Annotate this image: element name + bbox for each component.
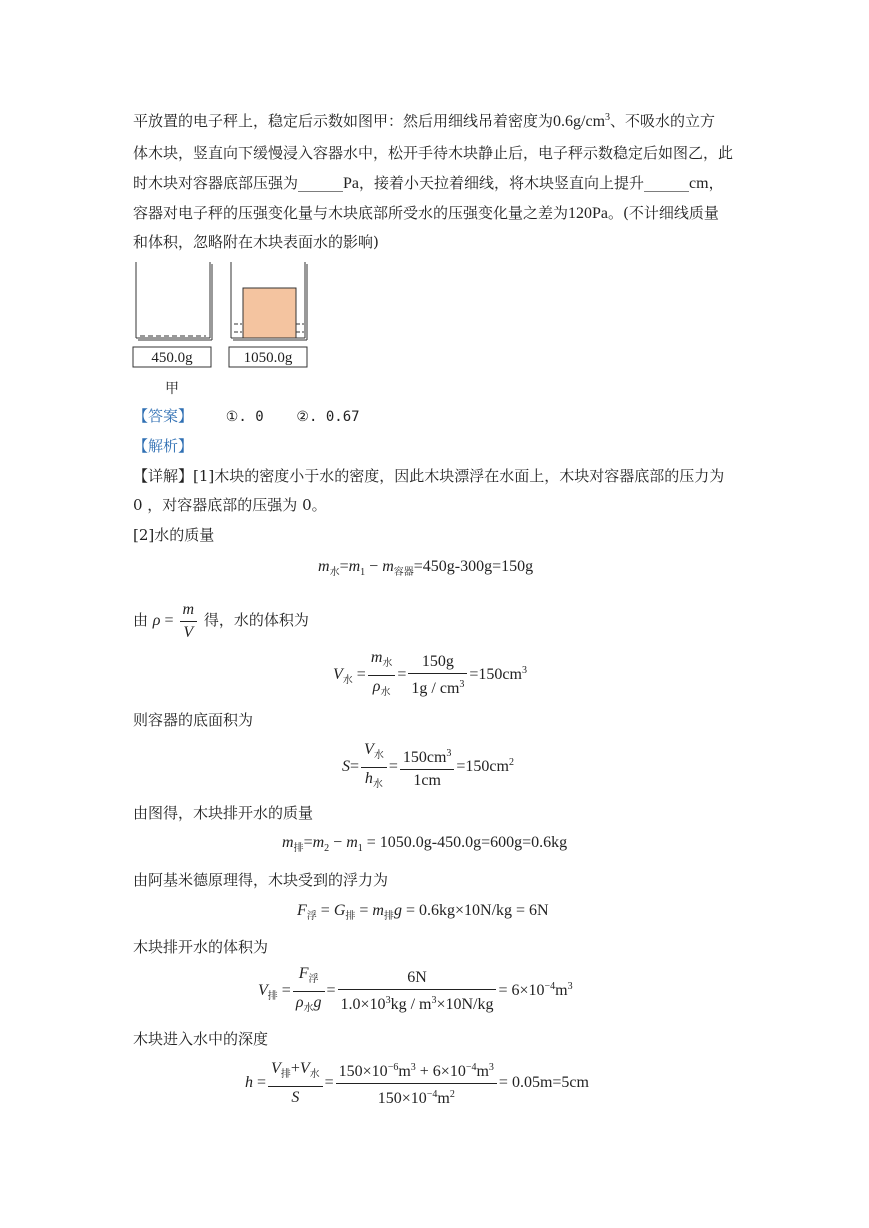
caption-a: 甲 (165, 381, 179, 397)
sub: 1 (360, 567, 366, 578)
text: 由 (133, 611, 149, 630)
detail-line-8: 木块排开水的体积为 (133, 938, 269, 956)
value: = 1050.0g-450.0g=600g=0.6kg (362, 834, 568, 851)
text: 容器对电子秤的压强变化量与木块底部所受水的压强变化量之差为 (133, 204, 569, 222)
numerator: m (180, 600, 198, 622)
problem-line-3 (133, 173, 724, 194)
fraction (408, 652, 467, 699)
text: ，接着小天拉着细线，将木块竖直向上提升______ (359, 174, 690, 192)
sub: 水 (372, 779, 383, 790)
op: + (290, 1060, 300, 1077)
container-a (136, 262, 212, 340)
sub: 排 (383, 911, 394, 922)
var: h (245, 1074, 253, 1092)
answer-item-2: ②. 0.67 (296, 409, 360, 425)
value: =150cm (456, 758, 509, 776)
sup: 3 (567, 981, 573, 993)
text: 、不吸水的立方 (610, 112, 716, 130)
var: m (382, 558, 394, 575)
unit-pa: Pa (343, 175, 360, 192)
density-value: 0.6g/cm (553, 113, 606, 130)
numerator: m (476, 1063, 489, 1080)
sub: 水 (303, 1003, 314, 1014)
fraction (336, 1058, 497, 1109)
fraction (400, 744, 455, 791)
numerator: 150g (408, 652, 467, 674)
sub: 排 (280, 1069, 291, 1080)
var: F (298, 965, 309, 982)
equation-density (152, 601, 199, 641)
denominator: ×10N/kg (436, 996, 494, 1013)
var: m (318, 558, 330, 575)
detail-line-4 (133, 600, 309, 643)
denominator: 1g / cm (411, 680, 460, 697)
var: ρ (372, 678, 381, 695)
var: G (333, 902, 346, 919)
sub: 容器 (393, 567, 414, 578)
numerator: 150cm (402, 749, 447, 766)
detail-line-2: 0 ，对容器底部的压强为 0。 (133, 496, 327, 514)
var: F (297, 902, 307, 919)
scale-b-reading: 1050.0g (243, 350, 293, 366)
var: m (370, 649, 383, 666)
var: h (364, 770, 373, 787)
sup: 2 (508, 757, 514, 769)
text: ， (708, 174, 724, 192)
var: m (348, 558, 361, 575)
equation-water-volume: $V_水$ = $\frac{m_水}{\rho_水}$ = $\frac{150g}{1g / cm^3}$ $=150cm^3$ (333, 648, 527, 703)
var: S (342, 758, 350, 776)
sup: 3 (459, 679, 465, 690)
value: = 0.05m=5cm (498, 1074, 589, 1092)
sub: 水 (309, 1069, 320, 1080)
analysis-label: 【解析】 (133, 437, 194, 455)
sup: −4 (465, 1062, 477, 1073)
sub: 排 (293, 843, 304, 854)
sup: 3 (488, 1062, 494, 1073)
op: = (160, 612, 178, 630)
detail-line-6: 由图得，木块排开水的质量 (133, 804, 314, 822)
equation-water-mass: $m_水=m_1 - m_{容器}=450g-300g=150g$ (318, 558, 534, 578)
problem-line-1 (133, 108, 715, 132)
pressure-diff-value: 120Pa (568, 205, 609, 222)
value: = 0.6kg×10N/kg = 6N (401, 902, 549, 919)
sup: −6 (387, 1062, 399, 1073)
text: 得，水的体积为 (203, 611, 309, 630)
sup: 3 (431, 995, 437, 1006)
sub: 水 (342, 675, 353, 687)
problem-line-2 (133, 143, 733, 163)
value: =450g-300g=150g (413, 558, 534, 575)
var: m (372, 902, 384, 919)
fraction (361, 740, 387, 795)
value: m (555, 982, 568, 1000)
answer-label: 【答案】 (133, 407, 194, 425)
sub: 排 (267, 991, 278, 1003)
var: ρ (152, 612, 161, 630)
superscript: 3 (605, 112, 611, 123)
var: V (333, 666, 343, 684)
var: V (258, 982, 268, 1000)
denominator: V (183, 624, 194, 641)
numerator: 150×10 (338, 1063, 388, 1080)
equation-base-area: S= $\frac{V_水}{h_水}$ = $\frac{150cm^3}{1cm}$ $=150cm^2$ (342, 740, 514, 795)
text: 。(不计细线质量 (608, 204, 719, 222)
detail-label: 【详解】 (133, 467, 194, 485)
sup: −4 (426, 1089, 438, 1100)
sup: 3 (521, 665, 527, 677)
value: =150cm (469, 666, 522, 684)
sub: 浮 (306, 911, 317, 922)
numerator: m (398, 1063, 411, 1080)
wood-block (243, 288, 296, 338)
scale-a-reading: 450.0g (151, 350, 193, 366)
sub: 水 (380, 687, 391, 698)
numerator: + 6×10 (415, 1063, 466, 1080)
sub: 排 (345, 911, 356, 922)
sub: 1 (357, 843, 363, 854)
equation-displaced-mass: $m_排=m_2 - m_1 = 1050.0g-450.0g=600g=0.6kg$ (282, 834, 568, 854)
answer-item-1: ①. 0 (225, 409, 264, 425)
fraction (293, 964, 325, 1019)
sup: 2 (449, 1089, 455, 1100)
sup: 3 (410, 1062, 416, 1073)
sub: 浮 (308, 974, 319, 985)
var: V (271, 1060, 281, 1077)
fraction (180, 600, 198, 643)
sub: 水 (329, 567, 340, 578)
sup: −4 (544, 981, 556, 993)
numerator: 6N (338, 968, 497, 990)
equation-buoyancy: $F_浮 = G_排 = m_排g = 0.6kg\times 10N/kg = 6N$ (297, 902, 549, 922)
var: g (313, 994, 322, 1011)
op: − (365, 558, 383, 575)
var: m (282, 834, 294, 851)
detail-line-5: 则容器的底面积为 (133, 711, 254, 729)
var: V (364, 741, 374, 758)
detail-line-9: 木块进入水中的深度 (133, 1030, 269, 1048)
problem-line-4 (133, 203, 719, 224)
text: 平放置的电子秤上，稳定后示数如图甲：然后用细线吊着密度为 (133, 112, 554, 130)
var: m (312, 834, 325, 851)
denominator: m (437, 1090, 450, 1107)
sub: 水 (382, 658, 393, 669)
var: g (393, 902, 402, 919)
denominator: 1.0×10 (340, 996, 386, 1013)
value: = 6×10 (498, 982, 545, 1000)
denominator: kg / m (390, 996, 432, 1013)
sub: 2 (324, 843, 330, 854)
var: V (299, 1060, 310, 1077)
var: ρ (295, 994, 304, 1011)
fraction (268, 1059, 323, 1108)
sup: 3 (385, 995, 391, 1006)
sup: 3 (446, 748, 452, 759)
denominator: 150×10 (377, 1090, 427, 1107)
fraction (338, 968, 497, 1015)
op: − (329, 834, 347, 851)
container-figure (128, 260, 313, 400)
detail-line-7: 由阿基米德原理得，木块受到的浮力为 (133, 871, 389, 889)
text: 时木块对容器底部压强为______ (133, 174, 344, 192)
text: 体木块，竖直向下缓慢浸入容器水中，松开手待木块静止后，电子秤示数稳定后如图乙，此 (133, 144, 734, 162)
denominator: S (291, 1089, 300, 1106)
detail-line-3: [2]水的质量 (133, 526, 215, 544)
fraction (368, 648, 396, 703)
answer-row (133, 406, 388, 427)
denominator: 1cm (413, 772, 441, 789)
problem-line-5 (133, 232, 379, 252)
detail-line-1 (133, 466, 724, 486)
text: [1]木块的密度小于水的密度，因此木块漂浮在水面上，木块对容器底部的压力为 (193, 467, 725, 485)
equation-displaced-volume: $V_排$ = $\frac{F_浮}{\rho_水g}$ = $\frac{6N}{1.0\times 10^3kg / m^3\times 10N/kg}$ = $6\times 10^{-4}m^3$ (258, 964, 573, 1019)
var: m (346, 834, 358, 851)
equation-immersion-depth: h = $\frac{V_排+V_水}{S}$ = $\frac{150\times 10^{-6}m^3 + 6\times 10^{-4}m^3}{150\times 10^{-4}m^2}$ = 0.05m=5cm (245, 1060, 589, 1107)
unit-cm: cm (689, 175, 709, 192)
sub: 水 (373, 750, 384, 761)
text: 和体积，忽略附在木块表面水的影响) (133, 233, 379, 251)
